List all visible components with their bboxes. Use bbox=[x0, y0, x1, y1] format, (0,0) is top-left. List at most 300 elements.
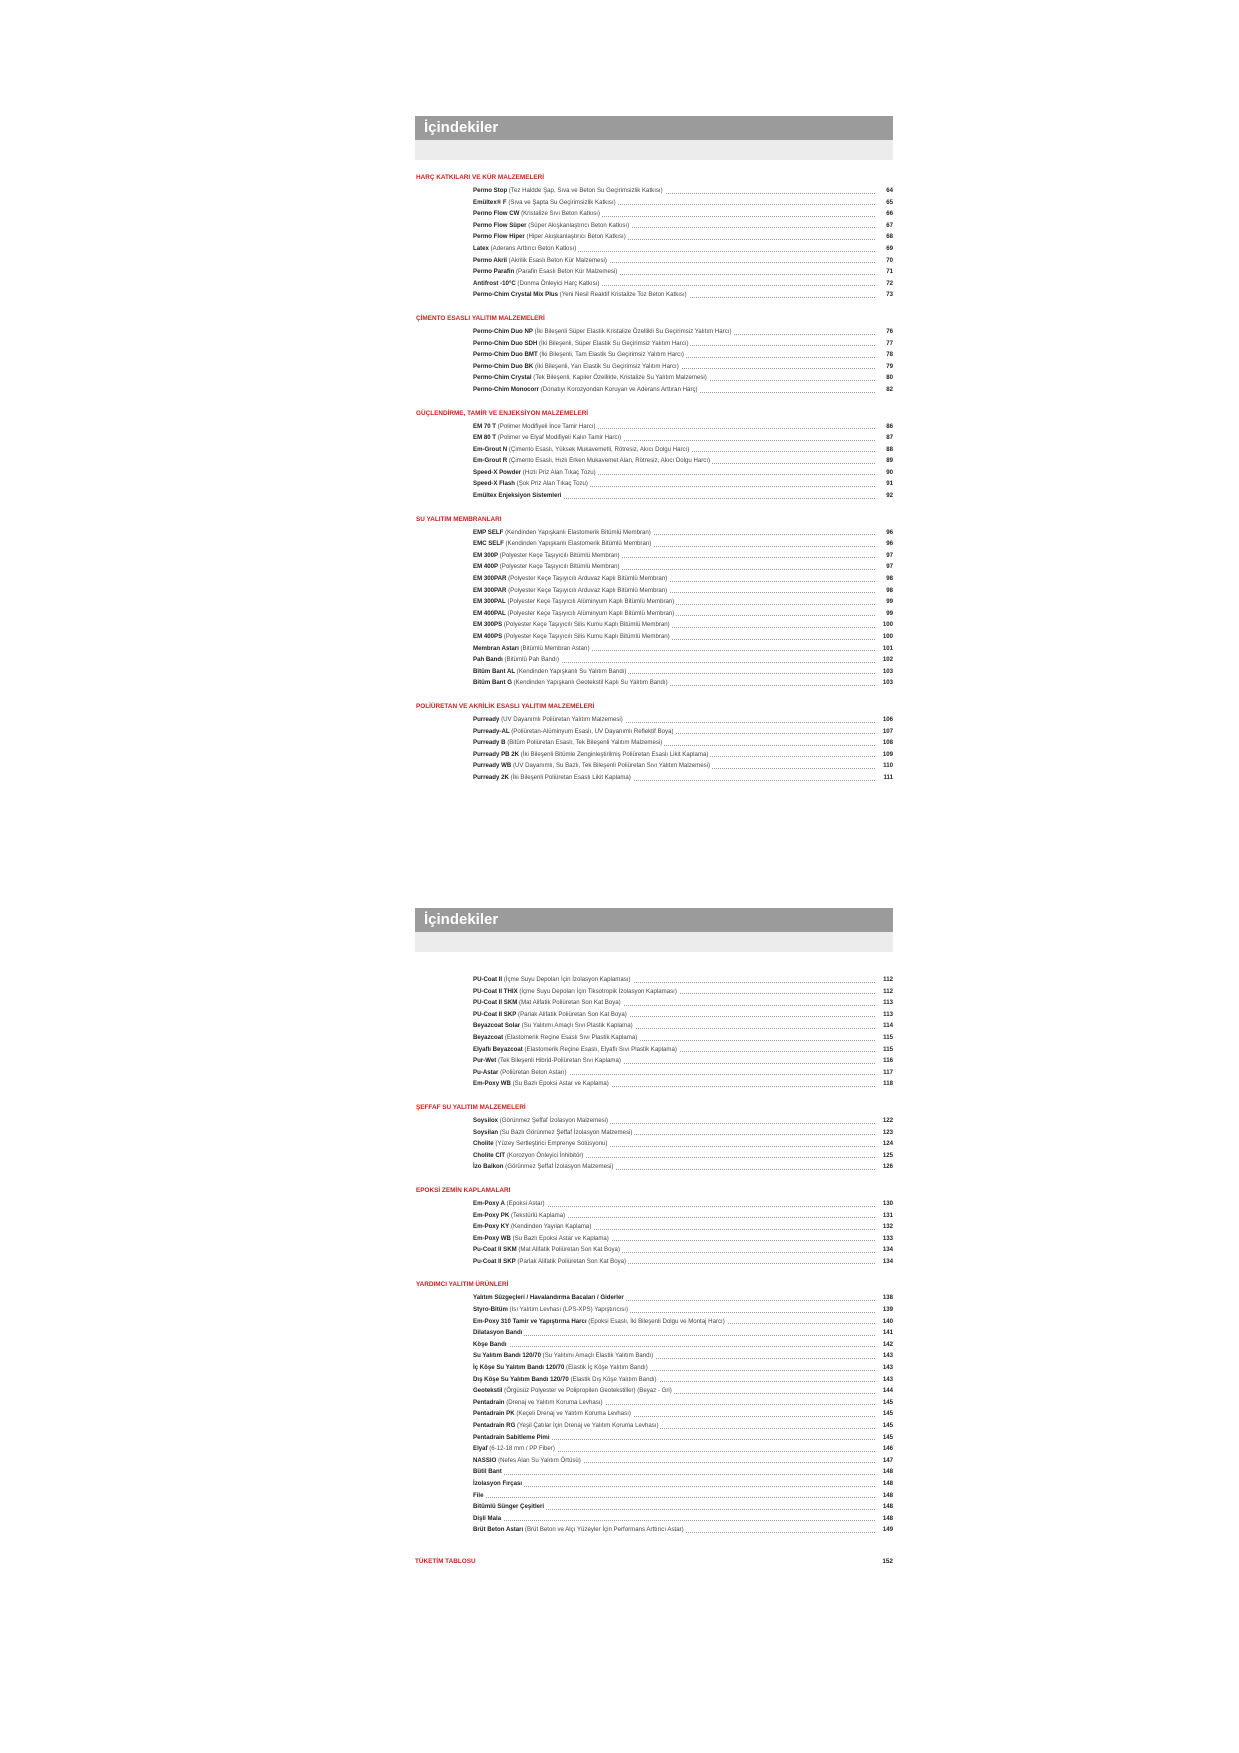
product-description: (Donma Önleyici Harç Katkısı) bbox=[515, 279, 600, 287]
product-description: (Kristalize Sıvı Beton Katkısı) bbox=[519, 210, 600, 218]
page-number: 147 bbox=[881, 1455, 893, 1467]
page-number: 110 bbox=[881, 760, 893, 772]
product-description: (Drenaj ve Yalıtım Koruma Levhası) bbox=[504, 1398, 603, 1406]
product-name: Cholite bbox=[473, 1140, 494, 1148]
page-number: 106 bbox=[881, 714, 893, 726]
page-header bbox=[415, 116, 893, 160]
section-title: HARÇ KATKILARI VE KÜR MALZEMELERİ bbox=[416, 174, 545, 181]
entry-text bbox=[473, 1140, 609, 1147]
dot-leader bbox=[473, 1497, 875, 1498]
product-name: EM 400P bbox=[473, 563, 499, 571]
toc-entry[interactable] bbox=[473, 1127, 893, 1139]
toc-entry[interactable] bbox=[473, 1374, 893, 1386]
toc-entry[interactable] bbox=[473, 231, 893, 243]
product-description: (Polyester Keçe Taşıyıcılı Arduvaz Kaplı Bitümlü Membran) bbox=[506, 586, 668, 594]
toc-entry[interactable] bbox=[473, 455, 893, 467]
toc-section bbox=[415, 410, 893, 502]
page-number: 148 bbox=[881, 1466, 893, 1478]
product-name: Pu-Coat II SKP bbox=[473, 1257, 516, 1265]
section-title: YARDIMCI YALITIM ÜRÜNLERİ bbox=[416, 1281, 509, 1289]
entry-text bbox=[473, 268, 619, 275]
product-name: Em-Poxy 310 Tamir ve Yapıştırma Harcı bbox=[473, 1317, 587, 1325]
toc-entry[interactable] bbox=[473, 986, 893, 998]
entry-text bbox=[473, 1011, 629, 1018]
product-name: Permo-Chim Duo SDH bbox=[473, 339, 538, 347]
section-title: SU YALITIM MEMBRANLARI bbox=[416, 515, 502, 523]
toc-entry[interactable] bbox=[473, 372, 893, 384]
dot-leader bbox=[473, 1520, 875, 1521]
product-name: Pah Bandı bbox=[473, 656, 503, 664]
entry-text bbox=[473, 1080, 611, 1087]
entry-text bbox=[473, 340, 690, 347]
consumption-table-entry[interactable] bbox=[415, 1558, 893, 1569]
page-number: 146 bbox=[881, 1443, 893, 1455]
entry-text bbox=[473, 552, 622, 559]
product-name: Geotekstil bbox=[473, 1387, 503, 1395]
toc-entry[interactable] bbox=[473, 596, 893, 608]
page-number: 100 bbox=[881, 631, 893, 643]
product-description: (İki Bileşenli Süper Elastik Kristalize Özellikli Su Geçirimsiz Yalıtım Harcı) bbox=[532, 327, 732, 335]
entry-text bbox=[473, 679, 670, 686]
product-description: (Su Yalıtımı Amaçlı Sıvı Plastik Kaplama) bbox=[520, 1022, 633, 1030]
page-number: 134 bbox=[881, 1256, 893, 1268]
toc-entry[interactable] bbox=[473, 255, 893, 267]
toc-entry[interactable] bbox=[473, 1067, 893, 1079]
toc-entry[interactable] bbox=[473, 208, 893, 220]
product-name: Yalıtım Süzgeçleri / Havalandırma Bacaları / Giderler bbox=[473, 1294, 624, 1302]
product-description: (Görünmez Şeffaf İzolasyon Malzemesi) bbox=[498, 1116, 609, 1124]
toc-section bbox=[415, 1104, 893, 1173]
product-description: (Kendinden Yapışkanlı Geotekstil Kaplı Su Yalıtım Bandı) bbox=[511, 679, 668, 687]
toc-entry[interactable] bbox=[473, 1513, 893, 1525]
toc-entry[interactable] bbox=[473, 1032, 893, 1044]
product-name: Permo Flow Süper bbox=[473, 221, 527, 229]
product-description: (Tez Haldde Şap, Sıva ve Beton Su Geçirimsizlik Katkısı) bbox=[507, 187, 663, 194]
toc-entry[interactable] bbox=[473, 677, 893, 689]
entry-text bbox=[473, 187, 665, 194]
entry-text bbox=[473, 1329, 524, 1336]
toc-entry[interactable] bbox=[473, 1478, 893, 1490]
toc-entry[interactable] bbox=[473, 1466, 893, 1478]
entry-text bbox=[473, 1129, 634, 1136]
entry-text bbox=[473, 199, 618, 206]
entry-text bbox=[473, 575, 669, 582]
toc-entry[interactable] bbox=[473, 1161, 893, 1173]
page-number: 96 bbox=[884, 538, 893, 550]
product-name: Purready B bbox=[473, 739, 506, 747]
product-description: (Polyester Keçe Taşıyıcılı Bitümlü Membran) bbox=[498, 563, 620, 571]
page-number: 113 bbox=[881, 997, 893, 1009]
page-number: 86 bbox=[884, 421, 893, 433]
toc-entry[interactable] bbox=[473, 1350, 893, 1362]
toc-entry[interactable] bbox=[473, 243, 893, 255]
entry-text bbox=[473, 280, 601, 287]
entry-text bbox=[473, 563, 622, 570]
section-title: EPOKSİ ZEMİN KAPLAMALARI bbox=[416, 1186, 511, 1194]
product-description: (İki Bileşenli, Tam Elastik Su Geçirimsiz Yalıtım Harcı) bbox=[537, 351, 684, 359]
product-description: (Polyester Keçe Taşıyıcılı Silis Kumu Kaplı Bitümlü Membran) bbox=[502, 633, 670, 640]
entry-text bbox=[473, 1152, 585, 1159]
entry-text bbox=[473, 1034, 639, 1041]
section-title: POLİÜRETAN VE AKRİLİK ESASLI YALITIM MALZEMELERİ bbox=[416, 702, 595, 710]
page-number: 99 bbox=[884, 608, 893, 620]
toc-entry[interactable] bbox=[473, 550, 893, 562]
entry-text bbox=[473, 1235, 611, 1242]
toc-entry[interactable] bbox=[473, 1009, 893, 1021]
entry-text bbox=[473, 363, 681, 370]
entry-text bbox=[473, 1117, 610, 1124]
page-number: 68 bbox=[884, 231, 893, 243]
product-description: (Mat Alifatik Poliüretan Son Kat Boya) bbox=[516, 1246, 620, 1254]
toc-entry[interactable] bbox=[473, 538, 893, 550]
product-name: Permo-Chim Monocorr bbox=[473, 385, 540, 393]
toc-entry[interactable] bbox=[473, 1233, 893, 1245]
toc-entry[interactable] bbox=[473, 631, 893, 643]
page-number: 69 bbox=[884, 243, 893, 255]
toc-entry[interactable] bbox=[473, 772, 893, 784]
page-number: 67 bbox=[884, 220, 893, 232]
entry-text bbox=[473, 1212, 567, 1219]
product-description: (Kendinden Yapışkanlı Su Yalıtım Bandı) bbox=[515, 667, 627, 675]
toc-entry[interactable] bbox=[473, 1198, 893, 1210]
product-description: (İçme Suyu Depoları İçin İzolasyon Kaplaması) bbox=[502, 976, 631, 983]
entry-text bbox=[473, 1480, 524, 1487]
toc-entry[interactable] bbox=[473, 1292, 893, 1304]
product-name: Em-Poxy PK bbox=[473, 1211, 510, 1219]
product-description: (Korozyon Önleyici İnhibitör) bbox=[505, 1151, 584, 1159]
product-name: Cholite CIT bbox=[473, 1151, 506, 1159]
product-name: EM 300PAR bbox=[473, 575, 507, 583]
product-name: PU-Coat II bbox=[473, 976, 503, 983]
product-name: Permo Akril bbox=[473, 256, 507, 264]
product-description: (Brüt Beton ve Alçı Yüzeyler İçin Performans Arttırıcı Astar) bbox=[523, 1526, 684, 1534]
product-name: Pu-Coat II SKM bbox=[473, 1246, 517, 1254]
toc-entry[interactable] bbox=[473, 490, 893, 502]
toc-entry[interactable] bbox=[473, 1420, 893, 1432]
product-name: Pentadrain PK bbox=[473, 1410, 515, 1418]
toc-entry[interactable] bbox=[473, 1020, 893, 1032]
product-name: Purready WB bbox=[473, 762, 512, 770]
toc-entry[interactable] bbox=[473, 1115, 893, 1127]
product-name: EM 300PAR bbox=[473, 586, 507, 594]
toc-entry[interactable] bbox=[473, 585, 893, 597]
product-name: Permo-Chim Crystal bbox=[473, 374, 532, 382]
product-name: Purready PB 2K bbox=[473, 750, 520, 758]
toc-entry[interactable] bbox=[473, 421, 893, 433]
product-description: (İki Bileşenli, Yarı Elastik Su Geçirimsiz Yalıtım Harcı) bbox=[533, 362, 679, 370]
product-description: (Polimer Modifiyeli İnce Tamir Harcı) bbox=[496, 422, 596, 430]
toc-entry[interactable] bbox=[473, 384, 893, 396]
page-number: 87 bbox=[884, 432, 893, 444]
toc-entry[interactable] bbox=[473, 478, 893, 490]
toc-entry[interactable] bbox=[473, 1327, 893, 1339]
product-name: Em-Grout N bbox=[473, 445, 508, 453]
toc-entry[interactable] bbox=[473, 1044, 893, 1056]
entry-text bbox=[473, 257, 609, 264]
page-number: 109 bbox=[881, 749, 893, 761]
toc-entry[interactable] bbox=[473, 1432, 893, 1444]
entry-text bbox=[473, 492, 563, 499]
page-number: 124 bbox=[881, 1138, 893, 1150]
product-description: (Donatıyı Korozyondan Koruyan ve Aderans Arttıran Harç) bbox=[539, 385, 698, 393]
toc-entry[interactable] bbox=[473, 1455, 893, 1467]
toc-section bbox=[415, 1187, 893, 1268]
toc-entry[interactable] bbox=[473, 432, 893, 444]
product-description: (Elastik Dış Köşe Yalıtım Bandı) bbox=[568, 1375, 657, 1383]
product-description: (UV Dayanımlı, Su Bazlı, Tek Bileşenli Poliüretan Sıvı Yalıtım Malzemesi) bbox=[511, 762, 711, 770]
page-number: 117 bbox=[881, 1067, 893, 1079]
product-description: (Bitüm Poliüretan Esaslı, Tek Bileşenli Yalıtım Malzemesi) bbox=[505, 739, 663, 747]
entry-text bbox=[473, 1046, 679, 1053]
entry-text bbox=[473, 1399, 605, 1406]
toc-entry[interactable] bbox=[473, 654, 893, 666]
product-description: (Çimento Esaslı, Yüksek Mukavemetli, Rötresiz, Akıcı Dolgu Harcı) bbox=[507, 445, 690, 453]
product-name: File bbox=[473, 1491, 484, 1499]
dot-leader bbox=[473, 1346, 875, 1347]
product-name: Speed-X Flash bbox=[473, 480, 515, 488]
toc-section bbox=[415, 974, 893, 1090]
entry-text bbox=[473, 1022, 635, 1029]
toc-entry[interactable] bbox=[473, 197, 893, 209]
section-title: ŞEFFAF SU YALITIM MALZEMELERİ bbox=[416, 1103, 526, 1111]
product-name: Elyaflı Beyazcoat bbox=[473, 1045, 523, 1053]
product-name: Soysilox bbox=[473, 1116, 499, 1124]
toc-entry[interactable] bbox=[473, 1408, 893, 1420]
toc-entry[interactable] bbox=[473, 749, 893, 761]
toc-entry[interactable] bbox=[473, 1244, 893, 1256]
toc-entry[interactable] bbox=[473, 714, 893, 726]
toc-entry[interactable] bbox=[473, 760, 893, 772]
page-number: 82 bbox=[884, 384, 893, 396]
product-description: (Parlak Alifatik Poliüretan Son Kat Boya) bbox=[515, 1257, 627, 1265]
page-number: 143 bbox=[881, 1362, 893, 1374]
product-description: (6-12-18 mm / PP Fiber) bbox=[487, 1445, 555, 1453]
entry-text bbox=[473, 1341, 509, 1348]
toc-entry[interactable] bbox=[473, 561, 893, 573]
entry-text bbox=[473, 668, 628, 675]
product-name: PU-Coat II THIX bbox=[473, 987, 518, 995]
toc-entry[interactable] bbox=[473, 1524, 893, 1536]
product-name: Latex bbox=[473, 244, 489, 252]
product-description: (Parafin Esaslı Beton Kür Malzemesi) bbox=[514, 268, 618, 276]
page-number: 133 bbox=[881, 1233, 893, 1245]
page-number: 145 bbox=[881, 1420, 893, 1432]
product-name: Dilatasyon Bandı bbox=[473, 1329, 523, 1337]
toc-entry[interactable] bbox=[473, 1138, 893, 1150]
toc-entry[interactable] bbox=[473, 326, 893, 338]
entry-text bbox=[473, 457, 712, 464]
product-name: NASSIO bbox=[473, 1456, 497, 1464]
toc-entry[interactable] bbox=[473, 1362, 893, 1374]
entry-text bbox=[473, 423, 597, 430]
toc-entry[interactable] bbox=[473, 527, 893, 539]
product-name: Permo Stop bbox=[473, 187, 508, 194]
toc-entry[interactable] bbox=[473, 1221, 893, 1233]
toc-entry[interactable] bbox=[473, 349, 893, 361]
toc-entry[interactable] bbox=[473, 444, 893, 456]
page-number: 112 bbox=[881, 974, 893, 986]
product-description: (Tek Bileşenli, Kapiler Özellikte, Kristalize Su Yalıtım Malzemesi) bbox=[531, 374, 707, 382]
product-name: Bütil Bant bbox=[473, 1468, 502, 1476]
entry-text bbox=[473, 1410, 633, 1417]
entry-text bbox=[473, 1306, 630, 1313]
product-name: Brüt Beton Astarı bbox=[473, 1526, 524, 1534]
toc-entry[interactable] bbox=[473, 1055, 893, 1067]
page-title: İçindekiler bbox=[424, 911, 499, 928]
page-number: 141 bbox=[881, 1327, 893, 1339]
entry-text bbox=[473, 469, 598, 476]
toc-section bbox=[415, 1281, 893, 1535]
toc-entry[interactable] bbox=[473, 1210, 893, 1222]
page-number: 97 bbox=[884, 550, 893, 562]
page-number: 80 bbox=[884, 372, 893, 384]
product-name: EMP SELF bbox=[473, 528, 504, 536]
product-name: Soysilan bbox=[473, 1128, 499, 1136]
entry-text bbox=[473, 999, 623, 1006]
entry-text bbox=[473, 529, 653, 536]
toc-entry[interactable] bbox=[473, 1385, 893, 1397]
toc-entry[interactable] bbox=[473, 1443, 893, 1455]
page-number: 132 bbox=[881, 1221, 893, 1233]
toc-section bbox=[415, 315, 893, 396]
page-number: 64 bbox=[884, 185, 893, 197]
entry-text bbox=[473, 728, 676, 735]
entry-text bbox=[473, 621, 672, 628]
toc-entry[interactable] bbox=[473, 573, 893, 585]
page-number: 125 bbox=[881, 1150, 893, 1162]
product-name: Antifrost -10°C bbox=[473, 279, 516, 287]
product-name: Permo-Chim Crystal Mix Plus bbox=[473, 291, 558, 299]
toc-entry[interactable] bbox=[473, 997, 893, 1009]
page-number: 91 bbox=[884, 478, 893, 490]
toc-entry[interactable] bbox=[473, 1256, 893, 1268]
product-name: Permo-Chim Duo BK bbox=[473, 362, 534, 370]
product-description: (Çimento Esaslı, Hızlı Erken Mukavemet Alan, Rötresiz, Akıcı Dolgu Harcı) bbox=[507, 457, 711, 465]
toc-entry[interactable] bbox=[473, 974, 893, 986]
toc-entry[interactable] bbox=[473, 185, 893, 197]
entry-text bbox=[473, 480, 590, 487]
toc-entry[interactable] bbox=[473, 1304, 893, 1316]
page-number: 145 bbox=[881, 1408, 893, 1420]
product-name: EM 400PS bbox=[473, 633, 503, 640]
entry-text bbox=[473, 610, 676, 617]
entry-text bbox=[473, 233, 628, 240]
product-description: (Elastomerik Reçine Esaslı Sıvı Plastik Kaplama) bbox=[503, 1033, 638, 1041]
page-number: 113 bbox=[881, 1009, 893, 1021]
product-description: (İki Bileşenli Bitümle Zenginleştirilmiş Poliüretan Esaslı Likit Kaplama) bbox=[519, 750, 709, 758]
entry-text bbox=[473, 1294, 626, 1301]
page-number: 126 bbox=[881, 1161, 893, 1173]
toc-entry[interactable] bbox=[473, 1501, 893, 1513]
toc-entry[interactable] bbox=[473, 1339, 893, 1351]
toc-entry[interactable] bbox=[473, 608, 893, 620]
toc-entry[interactable] bbox=[473, 737, 893, 749]
dot-leader bbox=[473, 1335, 875, 1336]
toc-entry[interactable] bbox=[473, 1316, 893, 1328]
entry-text bbox=[473, 1069, 569, 1076]
product-description: (Aderans Arttırıcı Beton Katkısı) bbox=[488, 244, 577, 252]
page-number: 92 bbox=[884, 490, 893, 502]
product-name: Permo Parafin bbox=[473, 268, 515, 276]
product-description: (Elastomerik Reçine Esaslı, Elyaflı Sıvı Plastik Kaplama) bbox=[522, 1045, 677, 1053]
toc-entry[interactable] bbox=[473, 467, 893, 479]
product-description: (Su Bazlı Görünmez Şeffaf İzolasyon Malzemesi) bbox=[498, 1128, 633, 1136]
dot-leader bbox=[473, 1486, 875, 1487]
toc-entry[interactable] bbox=[473, 266, 893, 278]
page-number: 138 bbox=[881, 1292, 893, 1304]
entry-text bbox=[473, 1492, 486, 1499]
entry-text bbox=[473, 222, 631, 229]
product-name: PU-Coat II SKP bbox=[473, 1010, 517, 1018]
toc-entry[interactable] bbox=[473, 289, 893, 301]
page-number: 114 bbox=[881, 1020, 893, 1032]
page-number: 107 bbox=[881, 726, 893, 738]
product-description: (Polyester Keçe Taşıyıcılı Arduvaz Kaplı Bitümlü Membran) bbox=[506, 575, 668, 583]
toc-entry[interactable] bbox=[473, 1078, 893, 1090]
toc-entry[interactable] bbox=[473, 666, 893, 678]
product-name: Permo-Chim Duo NP bbox=[473, 327, 533, 335]
dot-leader bbox=[473, 1474, 875, 1475]
toc-entry[interactable] bbox=[473, 1397, 893, 1409]
toc-entry[interactable] bbox=[473, 619, 893, 631]
toc-entry[interactable] bbox=[473, 278, 893, 290]
product-name: Köşe Bandı bbox=[473, 1340, 507, 1348]
page-number: 144 bbox=[881, 1385, 893, 1397]
product-name: Permo Flow CW bbox=[473, 210, 520, 218]
product-name: Emültex Enjeksiyon Sistemleri bbox=[473, 492, 562, 500]
page-number: 115 bbox=[881, 1032, 893, 1044]
page-number: 112 bbox=[881, 986, 893, 998]
page-number: 145 bbox=[881, 1432, 893, 1444]
page-number: 76 bbox=[884, 326, 893, 338]
page-number: 98 bbox=[884, 585, 893, 597]
toc-entry[interactable] bbox=[473, 220, 893, 232]
product-name: Em-Poxy A bbox=[473, 1199, 505, 1207]
toc-entry[interactable] bbox=[473, 361, 893, 373]
entry-text bbox=[473, 774, 633, 781]
entry-text bbox=[473, 386, 700, 393]
product-name: Pu-Astar bbox=[473, 1068, 499, 1076]
product-description: (Yeşil Çatılar İçin Drenaj ve Yalıtım Koruma Levhası) bbox=[515, 1422, 659, 1429]
toc-entry[interactable] bbox=[473, 1150, 893, 1162]
product-description: (Yüzey Sertleştirici Emprenye Solüsyonu) bbox=[493, 1140, 608, 1148]
product-description: (Poliüretan-Alüminyum Esaslı, UV Dayanımlı Reflektif Boya) bbox=[509, 727, 674, 735]
product-description: (Polyester Keçe Taşıyıcılı Bitümlü Membran) bbox=[498, 551, 620, 559]
entry-text bbox=[473, 1163, 615, 1170]
entry-text bbox=[473, 1503, 546, 1510]
toc-entry[interactable] bbox=[473, 1490, 893, 1502]
toc-entry[interactable] bbox=[473, 338, 893, 350]
entry-text bbox=[473, 751, 710, 758]
page-number: 77 bbox=[884, 338, 893, 350]
page-number: 134 bbox=[881, 1244, 893, 1256]
toc-entry[interactable] bbox=[473, 643, 893, 655]
page-number: 98 bbox=[884, 573, 893, 585]
toc-entry[interactable] bbox=[473, 726, 893, 738]
section-title: GÜÇLENDİRME, TAMİR VE ENJEKSİYON MALZEMELERİ bbox=[416, 409, 589, 417]
product-description: (Su Yalıtımı Amaçlı Elastik Yalıtım Bandı) bbox=[540, 1352, 654, 1360]
entry-text bbox=[473, 1258, 628, 1265]
entry-text bbox=[473, 762, 712, 769]
product-description: (Süper Akışkanlaştırıcı Beton Katkısı) bbox=[526, 221, 630, 229]
page-number: 88 bbox=[884, 444, 893, 456]
product-name: Em-Poxy KY bbox=[473, 1223, 510, 1231]
product-name: Permo-Chim Duo BMT bbox=[473, 351, 538, 359]
page-number: 70 bbox=[884, 255, 893, 267]
page-number: 148 bbox=[881, 1478, 893, 1490]
page-number: 78 bbox=[884, 349, 893, 361]
product-description: (Polyester Keçe Taşıyıcılı Alüminyum Kaplı Bitümlü Membran) bbox=[505, 609, 675, 617]
